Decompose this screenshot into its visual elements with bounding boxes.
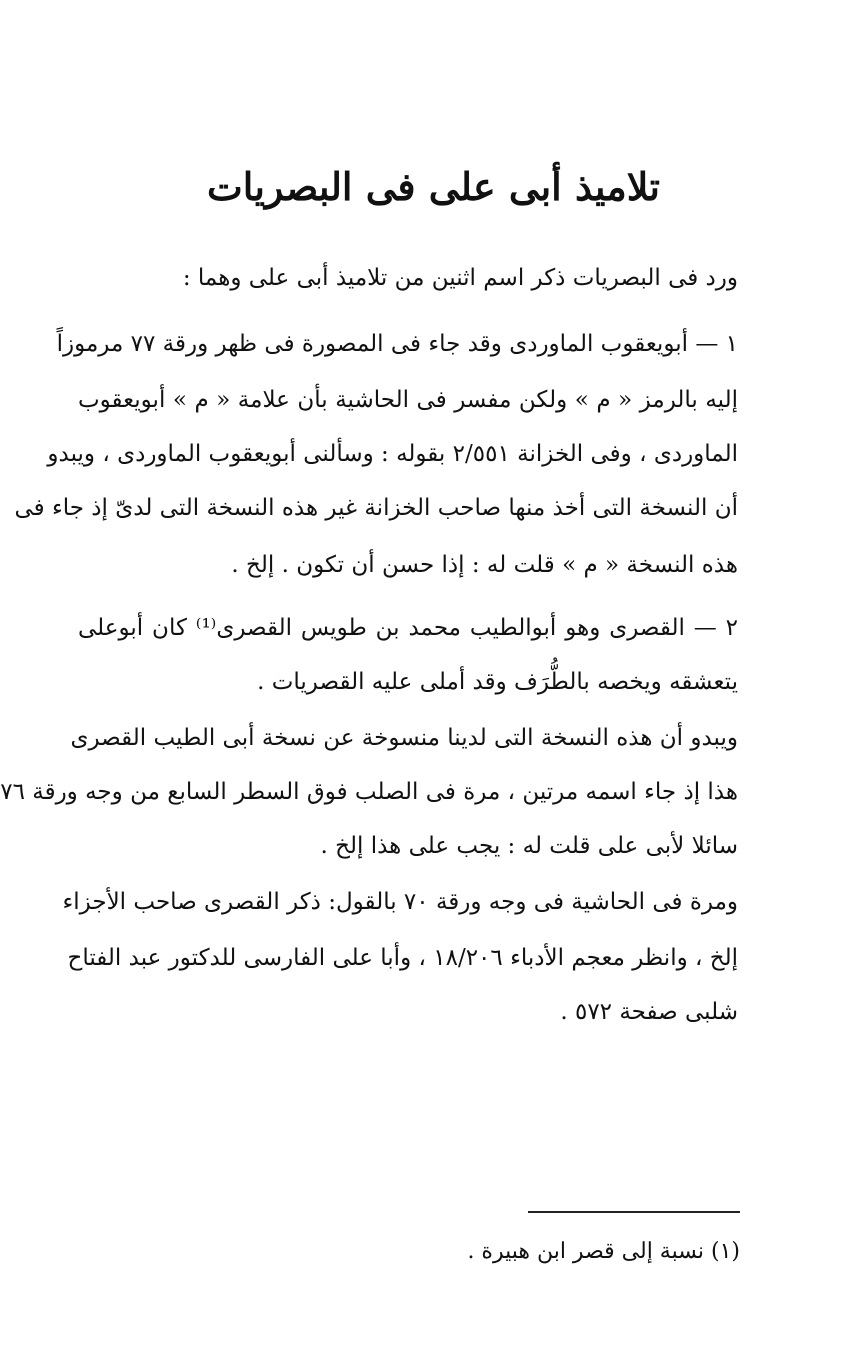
text-line: شلبى صفحة ٥٧٢ . — [560, 999, 738, 1025]
text-line: هذا إذ جاء اسمه مرتين ، مرة فى الصلب فوق السطر السابع من وجه ورقة ٧٦ — [0, 779, 738, 805]
text-line: يتعشقه ويخصه بالطُّرَف وقد أملى عليه القصريات . — [257, 669, 738, 695]
text-line: أن النسخة التى أخذ منها صاحب الخزانة غير هذه النسخة التى لدىّ إذ جاء فى — [14, 495, 738, 521]
text-line: ومرة فى الحاشية فى وجه ورقة ٧٠ بالقول: ذكر القصرى صاحب الأجزاء — [62, 889, 738, 915]
text-line: هذه النسخة « م » قلت له : إذا حسن أن تكون . إلخ . — [231, 552, 738, 578]
footnote-divider — [528, 1211, 740, 1213]
text-line: ويبدو أن هذه النسخة التى لدينا منسوخة عن نسخة أبى الطيب القصرى — [70, 725, 738, 751]
footnote: (١) نسبة إلى قصر ابن هبيرة . — [467, 1239, 740, 1264]
text-line: إليه بالرمز « م » ولكن مفسر فى الحاشية بأن علامة « م » أبويعقوب — [78, 387, 738, 413]
text-line: إلخ ، وانظر معجم الأدباء ١٨/٢٠٦ ، وأبا على الفارسى للدكتور عبد الفتاح — [67, 945, 738, 971]
page-title: تلاميذ أبى على فى البصريات — [207, 164, 660, 209]
text-line: ١ — أبويعقوب الماوردى وقد جاء فى المصورة فى ظهر ورقة ٧٧ مرموزاً — [56, 331, 738, 357]
text-line: سائلا لأبى على قلت له : يجب على هذا إلخ . — [320, 833, 738, 859]
text-line: الماوردى ، وفى الخزانة ٢/٥٥١ بقوله : وسألنى أبويعقوب الماوردى ، ويبدو — [47, 441, 738, 467]
text-line: ٢ — القصرى وهو أبوالطيب محمد بن طويس القصرى⁽¹⁾ كان أبوعلى — [78, 615, 738, 641]
text-line: ورد فى البصريات ذكر اسم اثنين من تلاميذ أبى على وهما : — [182, 265, 738, 291]
